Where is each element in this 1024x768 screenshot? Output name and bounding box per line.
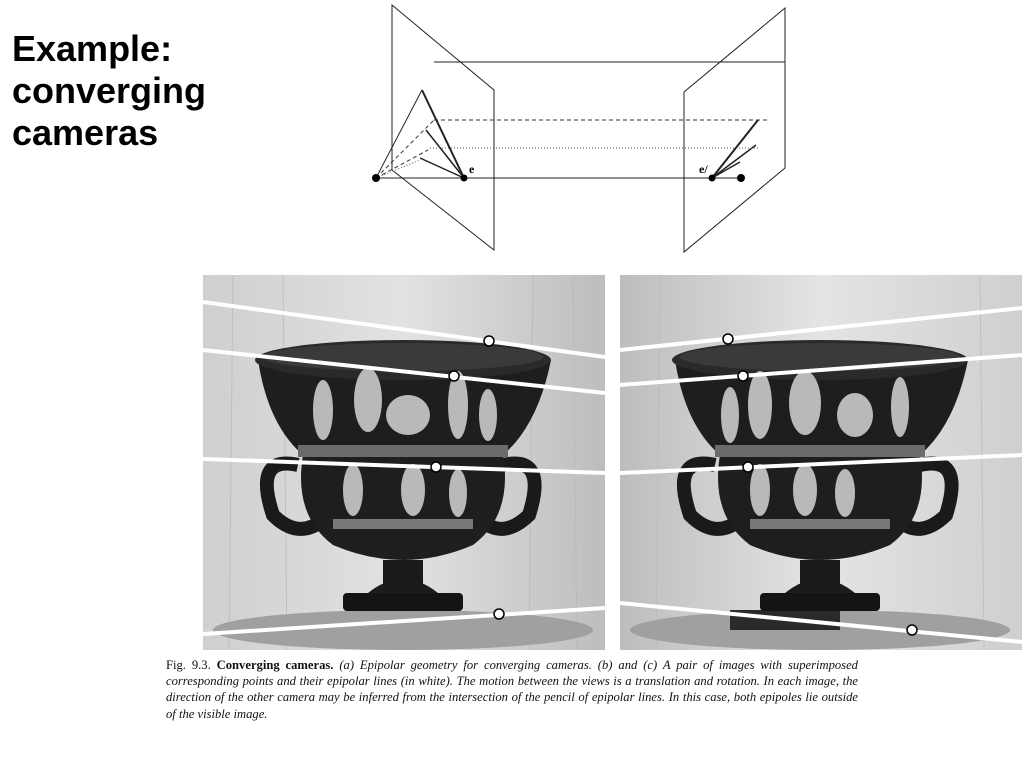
epipole-left-label: e <box>469 162 475 176</box>
point-right-1 <box>723 334 733 344</box>
right-image-plane <box>684 8 785 252</box>
left-ray-solid <box>376 90 422 178</box>
point-right-3 <box>743 462 753 472</box>
point-left-3 <box>431 462 441 472</box>
caption-body: (a) Epipolar geometry for converging cameras. (b) and (c) A pair of images with superimposed corresponding points and their epipolar lines (in white). The motion between the views is a translation and rotation. In each image, the direction of the other camera may be inferred from the intersection of the pencil of epipolar lines. In this case, both epipoles lie outside of the visible image. <box>166 658 858 721</box>
epipole-right-label: e/ <box>699 162 708 176</box>
point-left-1 <box>484 336 494 346</box>
left-camera-center <box>372 174 380 182</box>
point-left-2 <box>449 371 459 381</box>
vase-photo-right <box>620 275 1022 650</box>
caption-heading: Converging cameras. <box>216 658 334 672</box>
caption-fig-number: Fig. 9.3. <box>166 658 211 672</box>
point-left-4 <box>494 609 504 619</box>
point-right-4 <box>907 625 917 635</box>
title-line-3: cameras <box>12 112 159 153</box>
epipolar-geometry-diagram <box>0 0 1024 270</box>
point-right-2 <box>738 371 748 381</box>
dashed-ray-1 <box>376 120 434 178</box>
right-pencil-line-3 <box>712 162 740 178</box>
right-camera-center <box>737 174 745 182</box>
right-epipole <box>709 175 716 182</box>
left-epipole <box>461 175 468 182</box>
left-pencil-line-3 <box>420 158 464 178</box>
figure-caption <box>166 657 858 722</box>
title-line-1: Example: <box>12 28 173 69</box>
left-image-plane <box>392 5 494 250</box>
vase-photo-left <box>203 275 605 650</box>
title-line-2: converging <box>12 70 207 111</box>
